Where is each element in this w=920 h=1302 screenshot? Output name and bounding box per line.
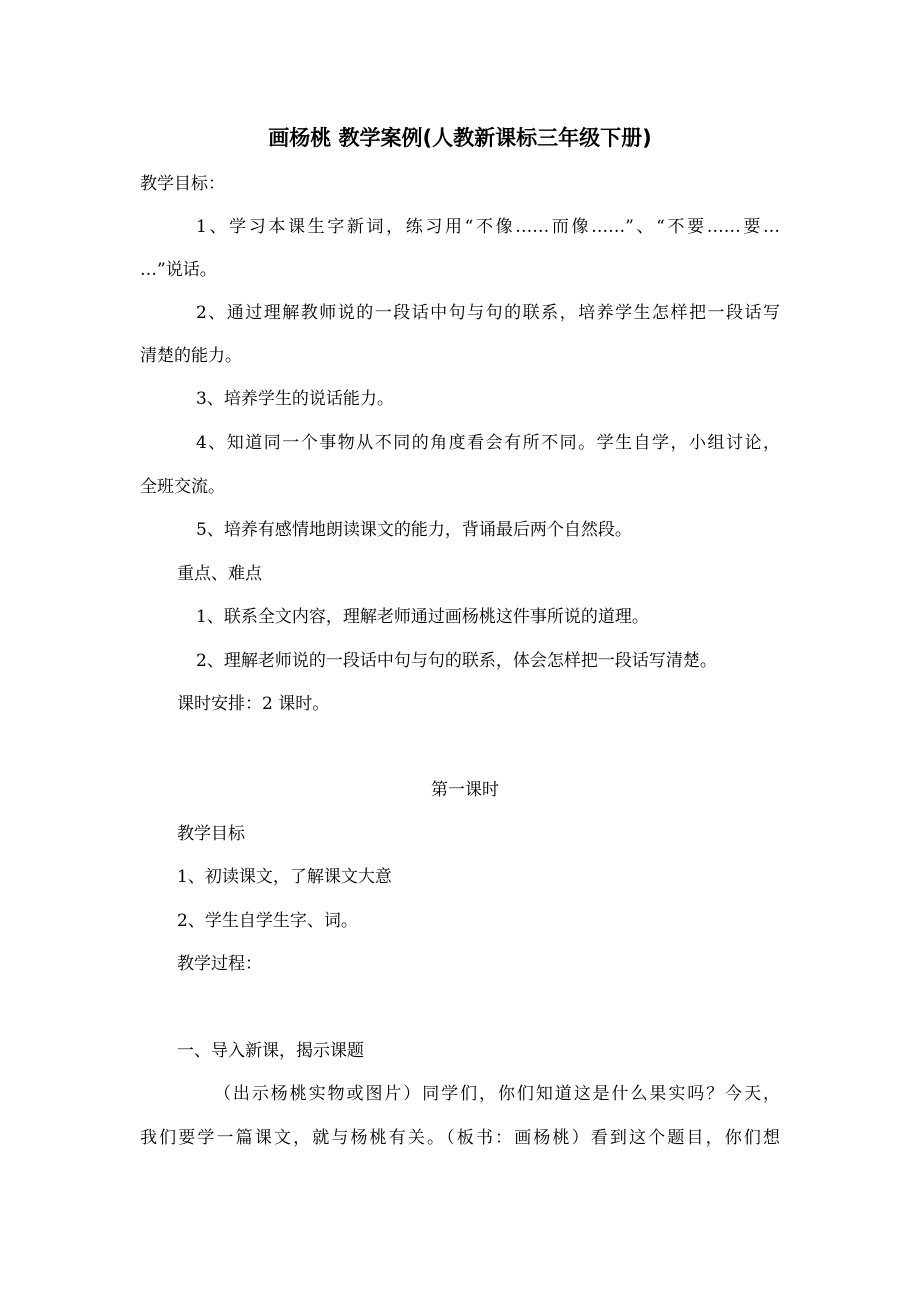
objective-4-line-2: 全班交流。 (140, 477, 225, 497)
lesson1-goal-1: 1、初读课文，了解课文大意 (177, 867, 392, 887)
lesson1-step1-line-1: （出示杨桃实物或图片）同学们，你们知道这是什么果实吗？今天， (214, 1084, 780, 1104)
objectives-heading: 教学目标： (140, 174, 225, 194)
objective-1-line-1: 1、学习本课生字新词，练习用“不像……而像……”、“不要……要… (196, 217, 780, 237)
lesson1-step1-line-2: 我们要学一篇课文，就与杨桃有关。（板书：画杨桃）看到这个题目，你们想 (140, 1128, 780, 1148)
lesson1-step1-heading: 一、导入新课，揭示课题 (177, 1041, 364, 1061)
key-points-heading: 重点、难点 (177, 564, 262, 584)
objective-1-line-2: …”说话。 (140, 260, 217, 280)
objective-5: 5、培养有感情地朗读课文的能力，背诵最后两个自然段。 (196, 520, 632, 540)
key-point-1: 1、联系全文内容，理解老师通过画杨桃这件事所说的道理。 (196, 607, 649, 627)
document-title: 画杨桃 教学案例(人教新课标三年级下册) (268, 126, 652, 150)
lesson1-goal-2: 2、学生自学生字、词。 (177, 911, 358, 931)
lesson1-heading: 第一课时 (431, 780, 499, 800)
schedule-text: 课时安排：2 课时。 (177, 694, 330, 714)
objective-4-line-1: 4、知道同一个事物从不同的角度看会有所不同。学生自学，小组讨论， (196, 433, 780, 453)
lesson1-goals-heading: 教学目标 (177, 824, 245, 844)
key-point-2: 2、理解老师说的一段话中句与句的联系，体会怎样把一段话写清楚。 (196, 651, 717, 671)
objective-2-line-1: 2、通过理解教师说的一段话中句与句的联系，培养学生怎样把一段话写 (196, 303, 780, 323)
objective-3: 3、培养学生的说话能力。 (196, 389, 394, 409)
objective-2-line-2: 清楚的能力。 (140, 346, 242, 366)
lesson1-process-heading: 教学过程： (177, 954, 262, 974)
